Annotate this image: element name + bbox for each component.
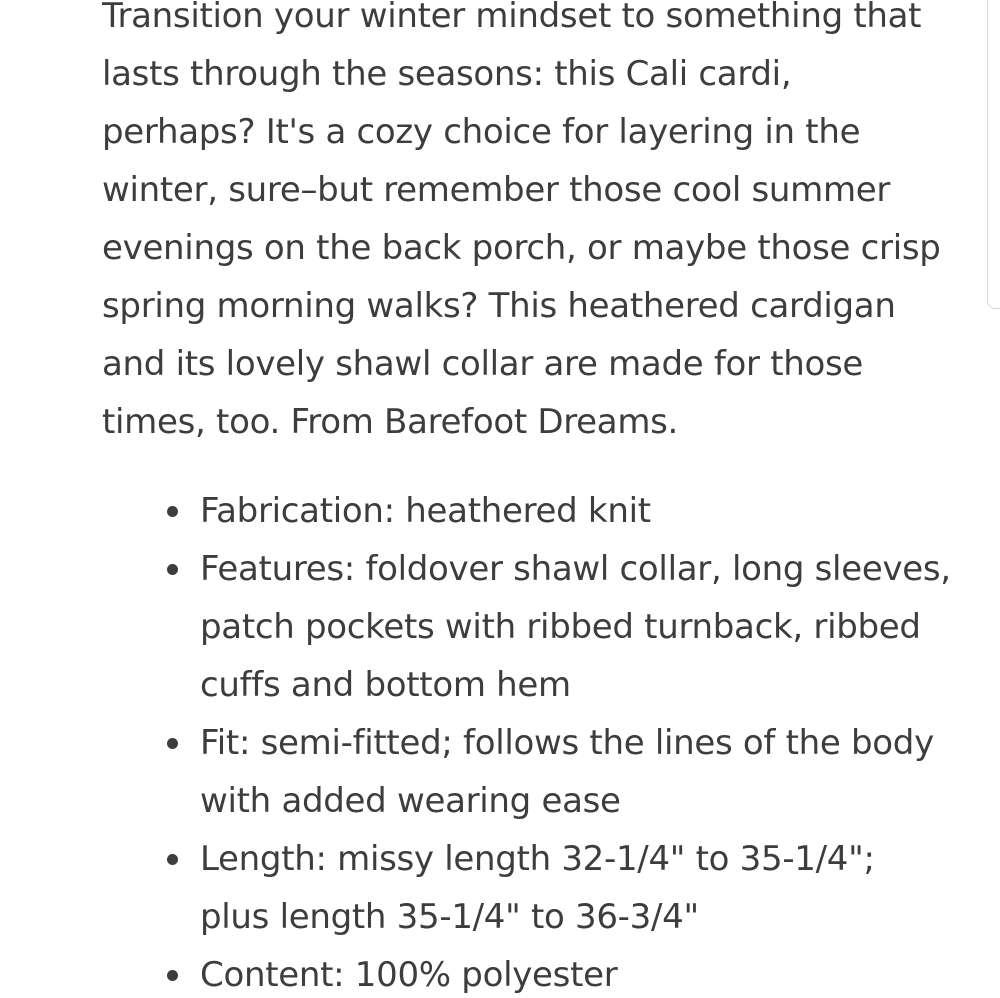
feature-text: cuffs and bottom hem [200,665,571,705]
feature-text: with added wearing ease [200,781,621,821]
bullet-icon [167,854,178,865]
feature-item-content [0,946,1000,998]
bullet-icon [167,738,178,749]
description-line: spring morning walks? This heathered cardigan [102,286,896,326]
bullet-icon [167,506,178,517]
bullet-icon [167,564,178,575]
scrollbar-track[interactable] [987,0,1000,309]
feature-item-length [0,830,1000,946]
product-description [102,0,982,451]
feature-text: Fit: semi-fitted; follows the lines of the body [200,723,934,763]
feature-item-features [0,540,1000,714]
feature-text: patch pockets with ribbed turnback, ribbed [200,607,921,647]
bullet-icon [167,970,178,981]
feature-text: Fabrication: heathered knit [200,491,651,531]
description-line: Transition your winter mindset to something that [102,0,922,36]
product-features-list [0,482,1000,998]
description-line: lasts through the seasons: this Cali cardi, [102,54,792,94]
description-line: and its lovely shawl collar are made for those [102,344,864,384]
feature-item-fit [0,714,1000,830]
description-line: evenings on the back porch, or maybe those crisp [102,228,941,268]
description-line: winter, sure–but remember those cool summer [102,170,891,210]
feature-text: plus length 35-1/4" to 36-3/4" [200,897,699,937]
feature-item-fabrication [0,482,1000,540]
description-line: times, too. From Barefoot Dreams. [102,402,679,442]
feature-text: Length: missy length 32-1/4" to 35-1/4"; [200,839,875,879]
feature-text: Content: 100% polyester [200,955,618,995]
feature-text: Features: foldover shawl collar, long sleeves, [200,549,951,589]
description-line: perhaps? It's a cozy choice for layering in the [102,112,861,152]
